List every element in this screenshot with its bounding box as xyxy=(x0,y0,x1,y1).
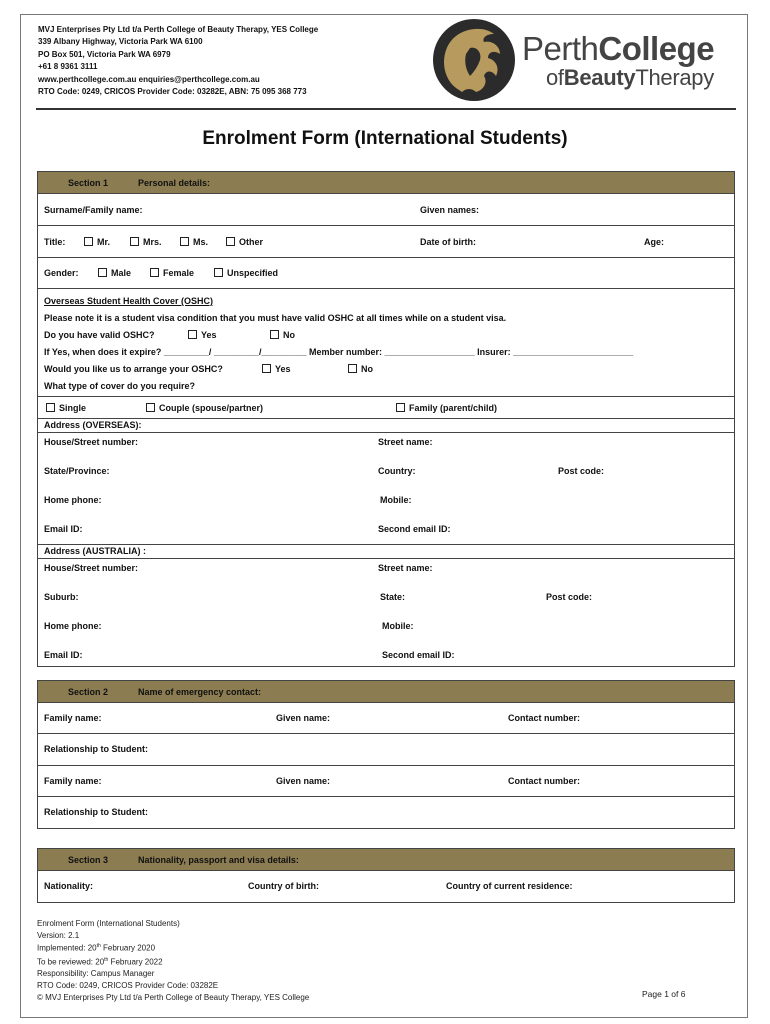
section-1-personal-details xyxy=(37,171,735,667)
overseas-country-field[interactable]: Country: xyxy=(378,466,416,476)
street-address: 339 Albany Highway, Victoria Park WA 6100 xyxy=(38,37,203,47)
oshc-arrange-no[interactable]: No xyxy=(348,364,373,374)
contact-2-name-row xyxy=(38,766,734,797)
australia-suburb-field[interactable]: Suburb: xyxy=(44,592,79,602)
oshc-valid-no[interactable]: No xyxy=(270,330,295,340)
contact-1-relationship-field[interactable]: Relationship to Student: xyxy=(44,744,148,754)
section-2-emergency-contact xyxy=(37,680,735,829)
document-footer xyxy=(37,918,309,1003)
cover-option-couple[interactable]: Couple (spouse/partner) xyxy=(146,403,263,413)
title-label: Title: xyxy=(44,237,66,247)
australia-postcode-field[interactable]: Post code: xyxy=(546,592,593,602)
checkbox[interactable] xyxy=(226,237,235,246)
oshc-expiry-line[interactable]: If Yes, when does it expire? _________/ _________/_________ Member number: __________________ Insurer: ________________________ xyxy=(44,347,634,357)
logo-wordmark-beauty-therapy: ofBeautyTherapy xyxy=(546,65,714,90)
nationality-row xyxy=(38,871,734,902)
section-3-nationality xyxy=(37,848,735,903)
oshc-valid-question: Do you have valid OSHC? xyxy=(44,330,155,340)
surname-field[interactable]: Surname/Family name: xyxy=(44,205,143,215)
section-1-header xyxy=(38,172,734,194)
overseas-house-field[interactable]: House/Street number: xyxy=(44,437,139,447)
australia-address-heading-row xyxy=(38,545,734,559)
contact-2-relationship-field[interactable]: Relationship to Student: xyxy=(44,807,148,817)
section-3-header xyxy=(38,849,734,871)
overseas-home-phone-field[interactable]: Home phone: xyxy=(44,495,102,505)
contact-2-relationship-row xyxy=(38,797,734,828)
contact-2-family-name-field[interactable]: Family name: xyxy=(44,776,102,786)
rto-code: RTO Code: 0249, CRICOS Provider Code: 03282E, ABN: 75 095 368 773 xyxy=(38,87,307,97)
title-option-ms[interactable]: Ms. xyxy=(180,237,208,247)
overseas-address-block xyxy=(38,433,734,545)
page-title: Enrolment Form (International Students) xyxy=(202,128,568,149)
gender-row xyxy=(38,258,734,289)
contact-1-name-row xyxy=(38,703,734,734)
oshc-heading: Overseas Student Health Cover (OSHC) xyxy=(44,296,214,306)
country-of-birth-field[interactable]: Country of birth: xyxy=(248,881,319,891)
title-option-other[interactable]: Other xyxy=(226,237,263,247)
college-address-block xyxy=(38,24,318,98)
australia-house-field[interactable]: House/Street number: xyxy=(44,563,139,573)
logo-wordmark-perth-college: PerthCollege xyxy=(522,30,715,67)
po-box: PO Box 501, Victoria Park WA 6979 xyxy=(38,49,171,59)
section-name: Nationality, passport and visa details: xyxy=(138,855,299,865)
given-names-field[interactable]: Given names: xyxy=(420,205,480,215)
oshc-cover-question: What type of cover do you require? xyxy=(44,381,196,391)
oshc-arrange-question: Would you like us to arrange your OSHC? xyxy=(44,364,223,374)
title-option-mr[interactable]: Mr. xyxy=(84,237,110,247)
section-2-header xyxy=(38,681,734,703)
contact-1-number-field[interactable]: Contact number: xyxy=(508,713,580,723)
contact-2-given-name-field[interactable]: Given name: xyxy=(276,776,331,786)
title-row xyxy=(38,226,734,258)
overseas-state-field[interactable]: State/Province: xyxy=(44,466,110,476)
australia-second-email-field[interactable]: Second email ID: xyxy=(382,650,455,660)
overseas-postcode-field[interactable]: Post code: xyxy=(558,466,605,476)
oshc-arrange-yes[interactable]: Yes xyxy=(262,364,291,374)
overseas-mobile-field[interactable]: Mobile: xyxy=(380,495,412,505)
checkbox[interactable] xyxy=(348,364,357,373)
footer-rto-code: RTO Code: 0249, CRICOS Provider Code: 03282E xyxy=(37,980,219,990)
checkbox[interactable] xyxy=(150,268,159,277)
gender-option-unspecified[interactable]: Unspecified xyxy=(214,268,278,278)
australia-address-heading: Address (AUSTRALIA) : xyxy=(44,546,147,556)
age-field[interactable]: Age: xyxy=(644,237,664,247)
checkbox[interactable] xyxy=(214,268,223,277)
checkbox[interactable] xyxy=(84,237,93,246)
gender-option-male[interactable]: Male xyxy=(98,268,131,278)
australia-email-field[interactable]: Email ID: xyxy=(44,650,83,660)
oshc-valid-yes[interactable]: Yes xyxy=(188,330,217,340)
footer-form-name: Enrolment Form (International Students) xyxy=(37,919,180,928)
lion-head-icon xyxy=(426,18,522,102)
oshc-note: Please note it is a student visa condition that you must have valid OSHC at all times while on a student visa. xyxy=(44,313,507,323)
contact-1-relationship-row xyxy=(38,734,734,766)
checkbox[interactable] xyxy=(46,403,55,412)
footer-review-date: To be reviewed: 20th February 2022 xyxy=(37,956,163,967)
web-and-email: www.perthcollege.com.au enquiries@perthcollege.com.au xyxy=(38,74,260,84)
section-number: Section 1 xyxy=(68,178,109,188)
overseas-email-field[interactable]: Email ID: xyxy=(44,524,83,534)
cover-option-family[interactable]: Family (parent/child) xyxy=(396,403,497,413)
australia-home-phone-field[interactable]: Home phone: xyxy=(44,621,102,631)
footer-responsibility: Responsibility: Campus Manager xyxy=(37,969,155,979)
checkbox[interactable] xyxy=(180,237,189,246)
page-number: Page 1 of 6 xyxy=(642,989,686,999)
country-of-residence-field[interactable]: Country of current residence: xyxy=(446,881,573,891)
checkbox[interactable] xyxy=(98,268,107,277)
header-rule xyxy=(36,108,736,110)
contact-2-number-field[interactable]: Contact number: xyxy=(508,776,580,786)
overseas-second-email-field[interactable]: Second email ID: xyxy=(378,524,451,534)
australia-mobile-field[interactable]: Mobile: xyxy=(382,621,414,631)
australia-address-block xyxy=(38,559,734,669)
overseas-address-heading: Address (OVERSEAS): xyxy=(44,420,142,430)
section-name: Personal details: xyxy=(138,178,211,188)
section-name: Name of emergency contact: xyxy=(138,687,262,697)
overseas-street-field[interactable]: Street name: xyxy=(378,437,433,447)
checkbox[interactable] xyxy=(146,403,155,412)
checkbox[interactable] xyxy=(130,237,139,246)
cover-option-single[interactable]: Single xyxy=(46,403,86,413)
name-row xyxy=(38,194,734,226)
gender-option-female[interactable]: Female xyxy=(150,268,194,278)
australia-street-field[interactable]: Street name: xyxy=(378,563,433,573)
footer-implemented: Implemented: 20th February 2020 xyxy=(37,943,156,954)
dob-field[interactable]: Date of birth: xyxy=(420,237,476,247)
college-logo xyxy=(426,18,736,100)
australia-state-field[interactable]: State: xyxy=(380,592,406,602)
section-number: Section 3 xyxy=(68,855,109,865)
footer-copyright: © MVJ Enterprises Pty Ltd t/a Perth College of Beauty Therapy, YES College xyxy=(37,992,310,1002)
cover-options-row xyxy=(38,397,734,419)
contact-1-family-name-field[interactable]: Family name: xyxy=(44,713,102,723)
contact-1-given-name-field[interactable]: Given name: xyxy=(276,713,331,723)
phone: +61 8 9361 3111 xyxy=(38,62,98,72)
checkbox[interactable] xyxy=(270,330,279,339)
checkbox[interactable] xyxy=(396,403,405,412)
overseas-address-heading-row xyxy=(38,419,734,433)
checkbox[interactable] xyxy=(188,330,197,339)
oshc-block xyxy=(38,289,734,397)
title-option-mrs[interactable]: Mrs. xyxy=(130,237,162,247)
checkbox[interactable] xyxy=(262,364,271,373)
nationality-field[interactable]: Nationality: xyxy=(44,881,94,891)
footer-version: Version: 2.1 xyxy=(37,930,80,940)
gender-label: Gender: xyxy=(44,268,79,278)
company-name: MVJ Enterprises Pty Ltd t/a Perth College of Beauty Therapy, YES College xyxy=(38,25,319,34)
section-number: Section 2 xyxy=(68,687,109,697)
